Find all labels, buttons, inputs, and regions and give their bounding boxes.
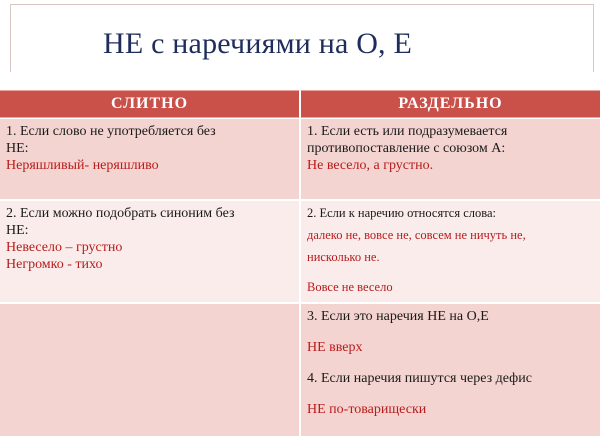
example-text: Негромко - тихо xyxy=(6,257,103,272)
example-text: Невесело – грустно xyxy=(6,240,123,255)
page-title: НЕ с наречиями на О, Е xyxy=(103,27,412,60)
cell-together-1 xyxy=(0,119,300,200)
rule-text: НЕ: xyxy=(6,223,29,238)
title-box xyxy=(10,4,594,72)
header-separate: РАЗДЕЛЬНО xyxy=(301,90,600,118)
example-text: Не весело, а грустно. xyxy=(307,158,434,173)
example-text: НЕ вверх xyxy=(307,340,363,355)
rule-text: 4. Если наречия пишутся через дефис xyxy=(307,371,532,386)
cell-separate-1 xyxy=(301,119,600,200)
rule-text: 2. Если можно подобрать синоним без xyxy=(6,206,235,221)
example-text: НЕ по-товарищески xyxy=(307,402,427,417)
cell-separate-2 xyxy=(301,201,600,303)
example-text: далеко не, вовсе не, совсем не ничуть не, xyxy=(307,228,526,242)
cell-together-2 xyxy=(0,201,300,303)
rule-text: НЕ: xyxy=(6,141,29,156)
example-text: Неряшливый- неряшливо xyxy=(6,158,159,173)
cell-separate-3 xyxy=(301,304,600,437)
example-text: нисколько не. xyxy=(307,250,380,264)
cell-together-3 xyxy=(0,304,300,437)
rule-text: 1. Если слово не употребляется без xyxy=(6,124,216,139)
rule-text: 2. Если к наречию относятся слова: xyxy=(307,206,497,220)
example-text: Вовсе не весело xyxy=(307,280,393,294)
rules-table xyxy=(0,74,600,437)
rule-text: 1. Если есть или подразумевается xyxy=(307,124,508,139)
rule-text: противопоставление с союзом А: xyxy=(307,141,506,156)
rule-text: 3. Если это наречия НЕ на О,Е xyxy=(307,309,489,324)
header-together: СЛИТНО xyxy=(0,90,300,118)
